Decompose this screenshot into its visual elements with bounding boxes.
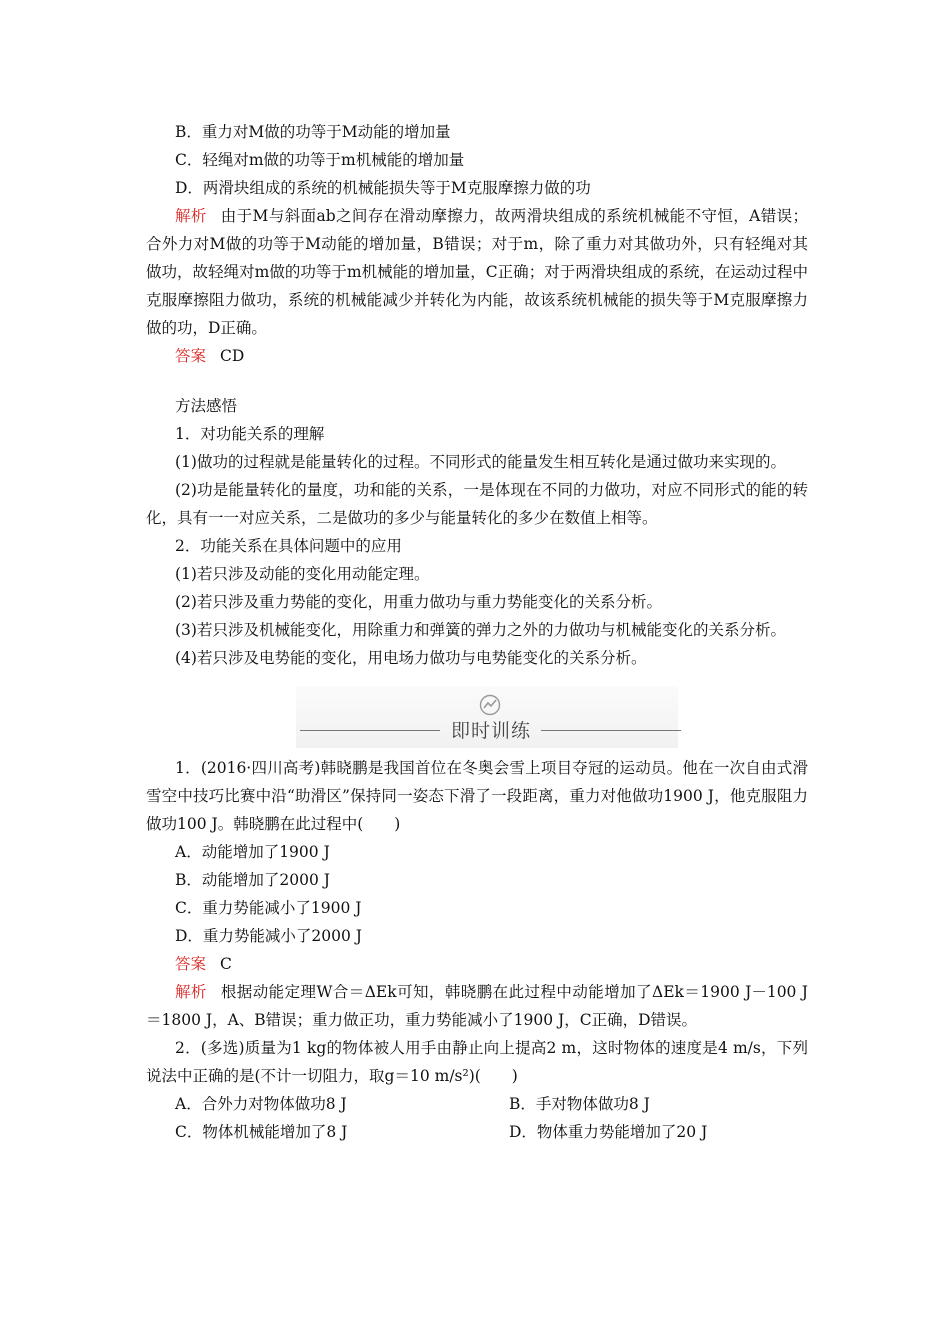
problem-2-options-row-1 bbox=[146, 1090, 808, 1118]
option-b: B．重力对M做的功等于M动能的增加量 bbox=[175, 123, 451, 141]
problem-2-options-row-2 bbox=[146, 1118, 808, 1146]
method-item-3: (3)若只涉及机械能变化，用除重力和弹簧的弹力之外的力做功与机械能变化的关系分析。 bbox=[175, 621, 786, 639]
problem-2-option-a: A．合外力对物体做功8 J bbox=[175, 1095, 347, 1113]
document-content bbox=[146, 118, 808, 1146]
method-heading-1: 1．对功能关系的理解 bbox=[175, 425, 325, 443]
analysis-text: 由于M与斜面ab之间存在滑动摩擦力，故两滑块组成的系统机械能不守恒，A错误；合外力对M做的功等于M动能的增加量，B错误；对于m，除了重力对其做功外，只有轻绳对其做功，故轻绳对m做的功等于m机械能的增加量，C正确；对于两滑块组成的系统，在运动过程中克服摩擦阻力做功，系统的机械能减少并转化为内能，故该系统机械能的损失等于M克服摩擦力做的功，D正确。 bbox=[146, 207, 808, 337]
method-paragraph-2: (2)功是能量转化的量度，功和能的关系，一是体现在不同的力做功，对应不同形式的能的转化，具有一一对应关系，二是做功的多少与能量转化的多少在数值上相等。 bbox=[146, 481, 808, 527]
answer-value: CD bbox=[220, 347, 245, 365]
section-banner bbox=[146, 686, 808, 754]
method-item-2: (2)若只涉及重力势能的变化，用重力做功与重力势能变化的关系分析。 bbox=[175, 593, 662, 611]
problem-2-stem: 2．(多选)质量为1 kg的物体被人用手由静止向上提高2 m，这时物体的速度是4 m/s，下列说法中正确的是(不计一切阻力，取g＝10 m/s²)( ) bbox=[146, 1039, 808, 1085]
problem-1-stem: 1．(2016·四川高考)韩晓鹏是我国首位在冬奥会雪上项目夺冠的运动员。他在一次自由式滑雪空中技巧比赛中沿“助滑区”保持同一姿态下滑了一段距离，重力对他做功1900 J，他克服阻力做功100 J。韩晓鹏在此过程中( ) bbox=[146, 759, 808, 833]
problem-2-option-d: D．物体重力势能增加了20 J bbox=[509, 1123, 708, 1141]
problem-1-analysis-label: 解析 bbox=[175, 983, 207, 1001]
analysis-label: 解析 bbox=[175, 207, 207, 225]
method-heading-2: 2．功能关系在具体问题中的应用 bbox=[175, 537, 402, 555]
answer-line bbox=[146, 342, 808, 370]
method-item-4: (4)若只涉及电势能的变化，用电场力做功与电势能变化的关系分析。 bbox=[175, 649, 647, 667]
method-paragraph-1: (1)做功的过程就是能量转化的过程。不同形式的能量发生相互转化是通过做功来实现的。 bbox=[175, 453, 786, 471]
option-d: D．两滑块组成的系统的机械能损失等于M克服摩擦力做的功 bbox=[175, 179, 591, 197]
trend-icon bbox=[479, 694, 501, 716]
method-title: 方法感悟 bbox=[175, 397, 238, 415]
problem-1-analysis-text: 根据动能定理W合＝ΔEk可知，韩晓鹏在此过程中动能增加了ΔEk＝1900 J－100 J＝1800 J，A、B错误；重力做正功，重力势能减小了1900 J，C正确，D错误。 bbox=[146, 983, 808, 1029]
problem-1-answer bbox=[146, 950, 808, 978]
problem-1-option-a: A．动能增加了1900 J bbox=[175, 843, 330, 861]
problem-1-option-b: B．动能增加了2000 J bbox=[175, 871, 330, 889]
problem-1-option-d: D．重力势能减小了2000 J bbox=[175, 927, 363, 945]
analysis-paragraph bbox=[146, 202, 808, 342]
problem-1-answer-value: C bbox=[220, 955, 232, 973]
option-c: C．轻绳对m做的功等于m机械能的增加量 bbox=[175, 151, 465, 169]
problem-1-analysis bbox=[146, 978, 808, 1034]
problem-1-option-c: C．重力势能减小了1900 J bbox=[175, 899, 362, 917]
answer-label: 答案 bbox=[175, 347, 207, 365]
problem-2-option-c: C．物体机械能增加了8 J bbox=[175, 1123, 348, 1141]
section-title: 即时训练 bbox=[450, 720, 531, 742]
method-item-1: (1)若只涉及动能的变化用动能定理。 bbox=[175, 565, 430, 583]
problem-2-option-b: B．手对物体做功8 J bbox=[509, 1095, 650, 1113]
problem-1-answer-label: 答案 bbox=[175, 955, 207, 973]
